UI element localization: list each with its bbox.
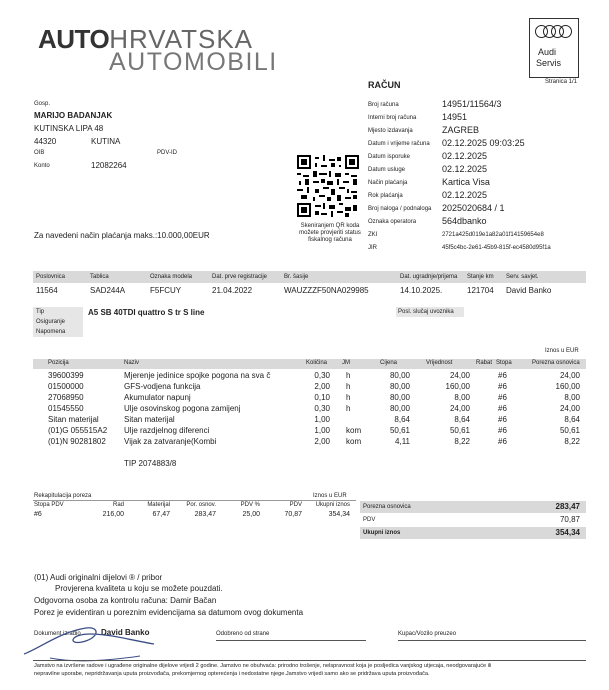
konto-label: Konto — [34, 163, 50, 169]
insurance-label: Osiguranje — [36, 319, 66, 325]
recap-value: 67,47 — [152, 511, 170, 518]
receiver-label: Kupac/Vozilo preuzeo — [398, 631, 457, 637]
item-pos: 01500000 — [48, 382, 84, 391]
items-header: Količina — [306, 360, 328, 366]
vehicle-value: David Banko — [506, 286, 552, 295]
vehicle-header-band — [33, 271, 586, 283]
item-name: Sitan materijal — [124, 415, 175, 424]
vehicle-header: Tablica — [90, 274, 109, 280]
note-line: (01) Audi originalni dijelovi ® / pribor — [34, 573, 163, 582]
recap-value: 283,47 — [194, 511, 216, 518]
total-value: 354,34 — [555, 528, 580, 537]
items-header: Naziv — [124, 360, 140, 366]
item-stopa: #6 — [498, 426, 507, 435]
item-qty: 2,00 — [314, 382, 330, 391]
vehicle-header: Br. šasije — [284, 274, 309, 280]
total-label: Ukupni iznos — [363, 530, 401, 536]
qr-code — [297, 155, 359, 217]
meta-label: Način plaćanja — [368, 180, 408, 186]
item-base: 8,22 — [564, 437, 580, 446]
items-header: Pozicija — [48, 360, 69, 366]
item-base: 24,00 — [559, 371, 580, 380]
item-jm: h — [346, 404, 351, 413]
meta-label: Broj računa — [368, 102, 399, 108]
item-name: Vijak za zatvaranje(Kombi — [124, 437, 217, 446]
note-line: Porez je evidentiran u poreznim evidencijama sa datumom ovog dokumenta — [34, 608, 304, 617]
item-price: 4,11 — [395, 437, 410, 446]
document-title: RAČUN — [368, 80, 401, 90]
item-price: 80,00 — [389, 371, 410, 380]
meta-value: 564dbanko — [442, 216, 487, 226]
vehicle-value: SAD244A — [90, 286, 126, 295]
meta-label: Datum isporuke — [368, 154, 411, 160]
approved-label: Odobreno od strane — [216, 631, 270, 637]
receiver-sign-line — [398, 640, 586, 641]
item-pos: (01)N 90281802 — [48, 437, 106, 446]
vehicle-type: A5 SB 40TDI quattro S tr S line — [88, 308, 205, 317]
vehicle-header: Oznaka modela — [150, 274, 193, 280]
payment-note: Za navedeni način plaćanja maks.:10.000,00EUR — [34, 231, 210, 240]
item-value: 50,61 — [449, 426, 470, 435]
company-logo — [38, 24, 278, 76]
customer-name: MARIJO BADANJAK — [34, 111, 113, 120]
recap-value: 70,87 — [284, 511, 302, 518]
recap-value: #6 — [34, 511, 42, 518]
meta-value: 2721a425d019e1a82a01f14159654e8 — [442, 232, 544, 238]
vehicle-header: Dat. ugradnje/prijema — [400, 274, 458, 280]
item-jm: h — [346, 382, 351, 391]
item-pos: (01)G 055515A2 — [48, 426, 108, 435]
item-stopa: #6 — [498, 415, 507, 424]
item-stopa: #6 — [498, 437, 507, 446]
customer-city: KUTINA — [91, 137, 121, 146]
items-header: Vrijednost — [426, 360, 453, 366]
vehicle-header: Poslovnica — [36, 274, 66, 280]
item-qty: 0,30 — [314, 404, 330, 413]
vehicle-value: 121704 — [467, 286, 494, 295]
item-stopa: #6 — [498, 393, 507, 402]
vehicle-value: 21.04.2022 — [212, 286, 253, 295]
meta-label: Oznaka operatora — [368, 219, 417, 225]
item-name: GFS-vodjena funkcija — [124, 382, 201, 391]
item-value: 24,00 — [449, 404, 470, 413]
meta-label: Datum i vrijeme računa — [368, 141, 430, 147]
audi-rings-icon — [535, 19, 575, 39]
meta-value: 14951 — [442, 112, 468, 122]
items-header: Cijena — [380, 360, 398, 366]
qr-caption-line: Skeniranjem QR koda — [300, 223, 360, 229]
item-name: Ulje osovinskog pogona zamijenj — [124, 404, 241, 413]
page-number: Stranica 1/1 — [545, 79, 578, 85]
issued-label: Dokument izradio — [34, 631, 81, 637]
item-extra: TIP 2074883/8 — [124, 459, 177, 468]
total-value: 283,47 — [555, 502, 580, 511]
item-price: 80,00 — [389, 393, 410, 402]
item-base: 8,00 — [564, 393, 580, 402]
meta-value: 45f5c4bc-2e61-45b9-815f-ec4580d95f1a — [442, 245, 551, 251]
vehicle-header: Serv. savjet. — [506, 274, 539, 280]
vehicle-value: 14.10.2025. — [400, 286, 443, 295]
item-jm: h — [346, 371, 351, 380]
item-jm: h — [346, 393, 351, 402]
note-line: Provjerena kvaliteta u koju se možete pouzdati. — [55, 584, 223, 593]
item-pos: Sitan materijal — [48, 415, 99, 424]
meta-value: 02.12.2025 — [442, 164, 488, 174]
konto-value: 12082264 — [91, 161, 127, 170]
meta-label: Rok plaćanja — [368, 193, 403, 199]
meta-value: Kartica Visa — [442, 177, 490, 187]
logo-auto: AUTO — [38, 24, 110, 54]
item-base: 24,00 — [559, 404, 580, 413]
vehicle-value: 11564 — [36, 286, 58, 295]
total-label: PDV — [363, 517, 376, 523]
item-name: Akumulator napunj — [124, 393, 191, 402]
recap-header: Ukupni iznos — [315, 502, 350, 508]
meta-value: 02.12.2025 — [442, 151, 488, 161]
item-base: 8,64 — [564, 415, 580, 424]
item-stopa: #6 — [498, 404, 507, 413]
items-currency-note: Iznos u EUR — [545, 348, 579, 354]
vehicle-value: F5FCUY — [150, 286, 182, 295]
item-value: 8,00 — [454, 393, 470, 402]
qr-caption-line: možete provjeriti status — [299, 230, 361, 236]
meta-value: 2025020684 / 1 — [442, 203, 505, 213]
meta-value: ZAGREB — [442, 125, 480, 135]
recap-value: 354,34 — [328, 511, 350, 518]
vehicle-header: Dat. prve registracije — [212, 274, 268, 280]
item-qty: 2,00 — [314, 437, 330, 446]
item-qty: 1,00 — [314, 426, 330, 435]
item-value: 160,00 — [445, 382, 470, 391]
recap-header: PDV % — [240, 502, 260, 508]
item-qty: 0,30 — [314, 371, 330, 380]
tip-label: Tip — [36, 309, 45, 315]
item-jm: kom — [346, 426, 362, 435]
logo-hrvatska: HRVATSKA — [109, 24, 254, 54]
total-value: 70,87 — [559, 515, 580, 524]
customer-street: KUTINSKA LIPA 48 — [34, 124, 104, 133]
meta-label: Mjesto izdavanja — [368, 128, 413, 134]
item-qty: 1,00 — [314, 415, 330, 424]
qr-caption — [295, 223, 365, 244]
recap-header: PDV — [289, 502, 302, 508]
items-header: Rabat — [476, 360, 493, 366]
issued-name: David Banko — [101, 628, 150, 637]
audi-servis-badge — [529, 18, 579, 78]
item-jm: kom — [346, 437, 362, 446]
item-base: 50,61 — [559, 426, 580, 435]
recap-rule — [33, 500, 356, 501]
item-value: 8,64 — [454, 415, 470, 424]
recap-header: Stopa PDV — [34, 502, 64, 508]
pdv-id-label: PDV-ID — [157, 150, 178, 156]
vehicle-value: WAUZZZF50NA029985 — [284, 286, 369, 295]
items-header: Stopa — [496, 360, 512, 366]
note-line: Odgovorna osoba za kontrolu računa: Damir Bačan — [34, 596, 217, 605]
item-stopa: #6 — [498, 382, 507, 391]
meta-label: Broj naloga / podnaloga — [368, 206, 432, 212]
approved-sign-line — [216, 640, 366, 641]
oib-label: OIB — [34, 150, 45, 156]
meta-label: ZKI — [368, 232, 378, 238]
meta-value: 02.12.2025 — [442, 190, 488, 200]
vehicle-header: Stanje km — [467, 274, 494, 280]
item-pos: 39600399 — [48, 371, 84, 380]
items-header: Porezna osnovica — [532, 360, 580, 366]
meta-value: 14951/11564/3 — [442, 99, 502, 109]
qr-caption-line: fiskalnog računa — [308, 237, 352, 243]
recap-header: Rad — [112, 502, 124, 508]
item-pos: 27068950 — [48, 393, 84, 402]
items-header: JM — [342, 360, 350, 366]
recap-value: 25,00 — [242, 511, 260, 518]
note-label: Napomena — [36, 329, 66, 335]
item-value: 8,22 — [454, 437, 470, 446]
item-name: Mjerenje jedinice spojke pogona na sva č — [124, 371, 271, 380]
item-qty: 0,10 — [314, 393, 330, 402]
recap-title: Rekapitulacija poreza — [34, 493, 92, 499]
recap-value: 216,00 — [102, 511, 124, 518]
item-price: 80,00 — [389, 382, 410, 391]
item-name: Ulje razdjelnog diferenci — [124, 426, 210, 435]
footer-rule — [33, 660, 586, 661]
footer-line: nepravilne uporabe, nepridržavanja uputa proizvođača, prekomjernog opterećenja i nedostatne njege.Jamstvo vrijedi samo ako se pridržava uputa proizvođača. — [34, 671, 430, 677]
logo-automobili: AUTOMOBILI — [109, 48, 278, 76]
servis-label: Servis — [536, 58, 562, 68]
customer-zip: 44320 — [34, 137, 57, 146]
item-price: 8,64 — [394, 415, 410, 424]
recap-currency: Iznos u EUR — [313, 493, 347, 499]
recap-header: Materijal — [147, 502, 170, 508]
posl-label: Posl. slučaj uvoznika — [398, 309, 454, 315]
meta-label: Datum usluge — [368, 167, 406, 173]
item-price: 50,61 — [389, 426, 410, 435]
meta-label: JIR — [368, 245, 377, 251]
customer-salutation: Gosp. — [34, 101, 51, 107]
item-stopa: #6 — [498, 371, 507, 380]
item-pos: 01545550 — [48, 404, 84, 413]
recap-header: Por. osnov. — [186, 502, 216, 508]
item-price: 80,00 — [389, 404, 410, 413]
total-label: Porezna osnovica — [363, 504, 411, 510]
audi-label: Audi — [538, 47, 557, 57]
item-value: 24,00 — [449, 371, 470, 380]
footer-line: Jamstvo na izvršene radove i ugrađene originalne dijelove vrijedi 2 godine. Jamstvo ne obuhvaća: prirodno trošenje, nelspravnost koja je posljedica vanjskog utjecaja, neodgovarajuće ili — [34, 663, 492, 669]
item-base: 160,00 — [555, 382, 580, 391]
meta-label: Interni broj računa — [368, 115, 417, 121]
meta-value: 02.12.2025 09:03:25 — [442, 138, 525, 148]
